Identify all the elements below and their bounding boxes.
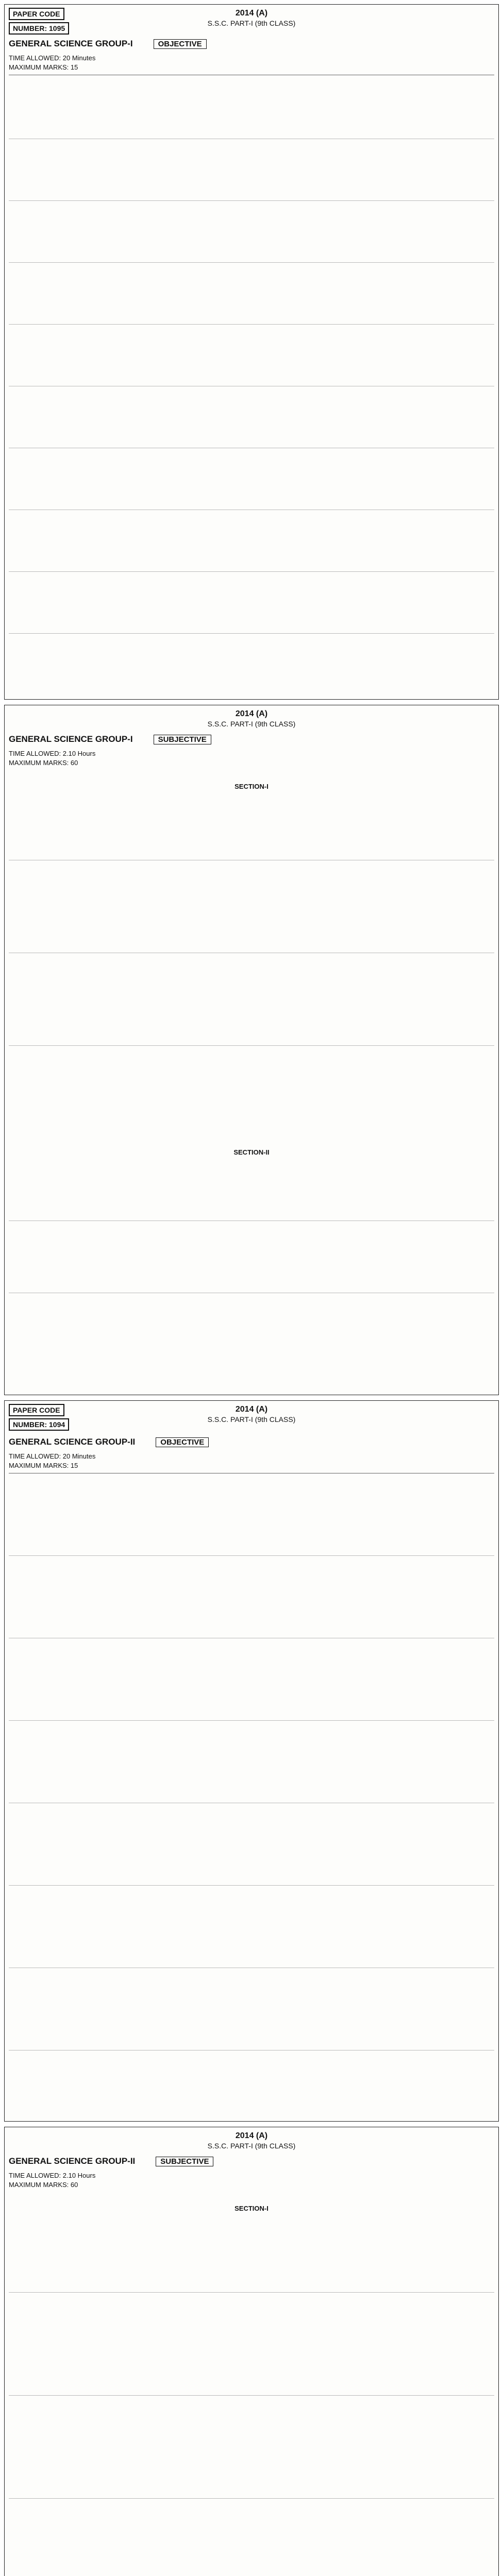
question-rule bbox=[9, 262, 494, 263]
question-rule bbox=[9, 2292, 494, 2293]
paper-code-label: PAPER CODE bbox=[9, 8, 64, 20]
paper-1-subjective bbox=[4, 705, 499, 1395]
subject-title: GENERAL SCIENCE GROUP-II bbox=[9, 2156, 136, 2166]
question-rule bbox=[9, 1555, 494, 1556]
time-allowed: TIME ALLOWED: 2.10 Hours bbox=[9, 2172, 96, 2179]
question-rule bbox=[9, 1720, 494, 1721]
subject-title: GENERAL SCIENCE GROUP-II bbox=[9, 1437, 136, 1447]
time-allowed: TIME ALLOWED: 2.10 Hours bbox=[9, 750, 96, 757]
section-heading: SECTION-II bbox=[233, 1148, 270, 1156]
paper-1-objective bbox=[4, 4, 499, 700]
exam-year: 2014 (A) bbox=[235, 2131, 268, 2140]
paper-title bbox=[9, 1437, 209, 1447]
question-rule bbox=[9, 2498, 494, 2499]
paper-2-objective bbox=[4, 1400, 499, 2122]
time-allowed: TIME ALLOWED: 20 Minutes bbox=[9, 1452, 96, 1460]
max-marks: MAXIMUM MARKS: 60 bbox=[9, 2181, 78, 2189]
section-heading: SECTION-I bbox=[234, 783, 269, 790]
exam-year: 2014 (A) bbox=[235, 9, 268, 18]
exam-year: 2014 (A) bbox=[235, 709, 268, 718]
subject-title: GENERAL SCIENCE GROUP-I bbox=[9, 39, 133, 48]
question-rule bbox=[9, 1885, 494, 1886]
time-allowed: TIME ALLOWED: 20 Minutes bbox=[9, 54, 96, 62]
question-rule bbox=[9, 200, 494, 201]
question-rule bbox=[9, 633, 494, 634]
question-rule bbox=[9, 2395, 494, 2396]
paper-number: NUMBER: 1094 bbox=[9, 1418, 69, 1431]
exam-name: S.S.C. PART-I (9th CLASS) bbox=[207, 19, 296, 27]
max-marks: MAXIMUM MARKS: 15 bbox=[9, 63, 78, 71]
question-rule bbox=[9, 571, 494, 572]
max-marks: MAXIMUM MARKS: 60 bbox=[9, 759, 78, 767]
question-rule bbox=[9, 324, 494, 325]
paper-type: OBJECTIVE bbox=[156, 1437, 209, 1447]
paper-title bbox=[9, 39, 207, 49]
exam-name: S.S.C. PART-I (9th CLASS) bbox=[207, 2142, 296, 2150]
subject-title: GENERAL SCIENCE GROUP-I bbox=[9, 734, 133, 744]
max-marks: MAXIMUM MARKS: 15 bbox=[9, 1462, 78, 1469]
paper-type: SUBJECTIVE bbox=[156, 2157, 213, 2166]
paper-type: OBJECTIVE bbox=[154, 39, 207, 49]
exam-name: S.S.C. PART-I (9th CLASS) bbox=[207, 1415, 296, 1423]
paper-title bbox=[9, 734, 211, 744]
paper-type: SUBJECTIVE bbox=[154, 735, 211, 744]
paper-2-subjective bbox=[4, 2127, 499, 2576]
paper-code-label: PAPER CODE bbox=[9, 1404, 64, 1416]
question-rule bbox=[9, 1045, 494, 1046]
exam-name: S.S.C. PART-I (9th CLASS) bbox=[207, 720, 296, 728]
paper-number: NUMBER: 1095 bbox=[9, 22, 69, 35]
exam-year: 2014 (A) bbox=[235, 1405, 268, 1414]
section-heading: SECTION-I bbox=[234, 2205, 269, 2212]
paper-title bbox=[9, 2156, 213, 2166]
